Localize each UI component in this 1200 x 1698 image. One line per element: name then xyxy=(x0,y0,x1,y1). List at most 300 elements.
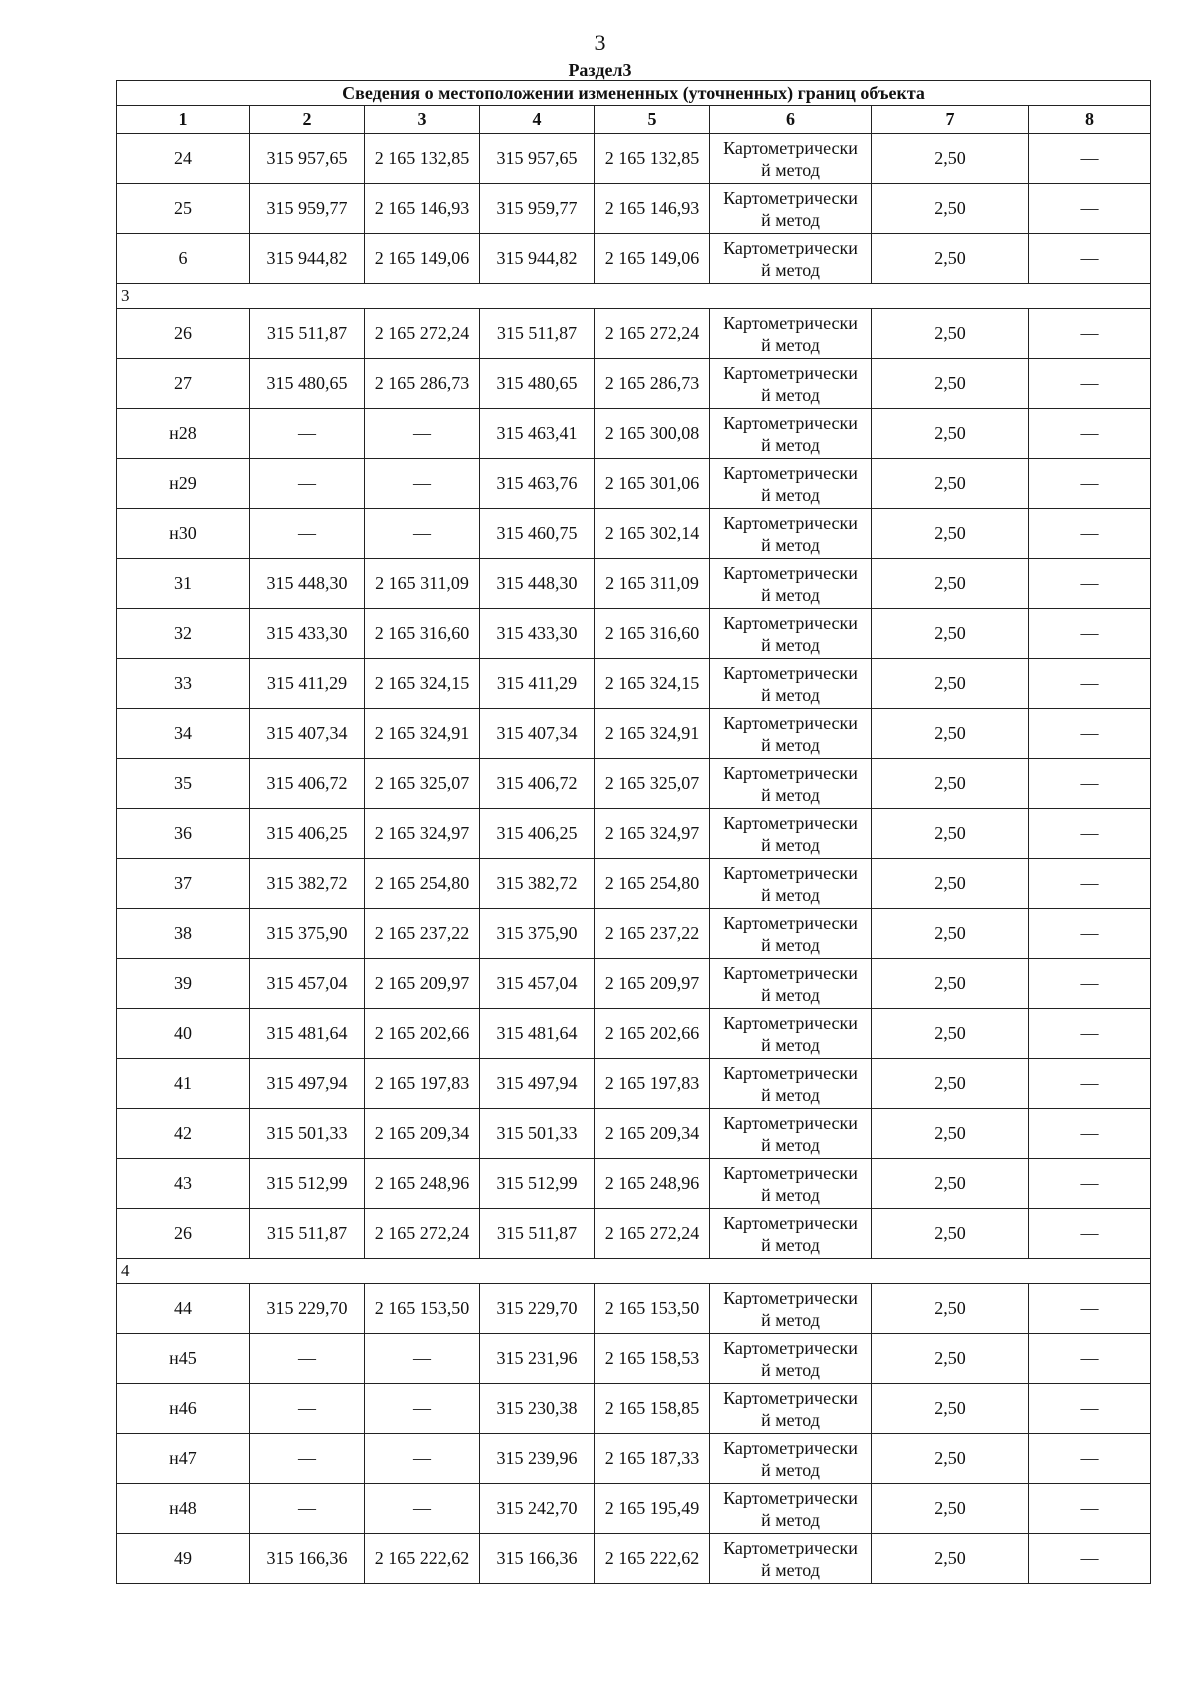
table-row xyxy=(117,459,1151,509)
method-text-line2: й метод xyxy=(761,209,820,230)
x-new-cell: 315 242,70 xyxy=(480,1484,595,1534)
table-row xyxy=(117,184,1151,234)
x-old-cell: — xyxy=(250,409,365,459)
method-text-line1: Картометрически xyxy=(723,912,858,933)
y-old-cell: — xyxy=(365,1484,480,1534)
y-old-cell: — xyxy=(365,459,480,509)
column-header: 8 xyxy=(1029,106,1151,134)
table-row xyxy=(117,234,1151,284)
accuracy-cell: 2,50 xyxy=(872,1009,1029,1059)
y-old-cell: 2 165 311,09 xyxy=(365,559,480,609)
note-cell: — xyxy=(1029,1159,1151,1209)
table-row xyxy=(117,409,1151,459)
accuracy-cell: 2,50 xyxy=(872,1059,1029,1109)
note-cell: — xyxy=(1029,1534,1151,1584)
accuracy-cell: 2,50 xyxy=(872,609,1029,659)
accuracy-cell: 2,50 xyxy=(872,1209,1029,1259)
point-id-cell: 6 xyxy=(117,234,250,284)
method-text-line1: Картометрически xyxy=(723,1487,858,1508)
y-new-cell: 2 165 132,85 xyxy=(595,134,710,184)
note-cell: — xyxy=(1029,1109,1151,1159)
point-id-cell: 26 xyxy=(117,1209,250,1259)
x-new-cell: 315 463,76 xyxy=(480,459,595,509)
accuracy-cell: 2,50 xyxy=(872,309,1029,359)
note-cell: — xyxy=(1029,234,1151,284)
method-cell xyxy=(710,1209,872,1259)
x-old-cell: 315 375,90 xyxy=(250,909,365,959)
method-text-line2: й метод xyxy=(761,584,820,605)
y-old-cell: — xyxy=(365,1384,480,1434)
method-text-line2: й метод xyxy=(761,534,820,555)
x-new-cell: 315 957,65 xyxy=(480,134,595,184)
method-text-line2: й метод xyxy=(761,1134,820,1155)
point-id-cell: 32 xyxy=(117,609,250,659)
method-cell xyxy=(710,1059,872,1109)
y-old-cell: 2 165 324,15 xyxy=(365,659,480,709)
section-title: Раздел3 xyxy=(568,60,632,80)
method-text-line2: й метод xyxy=(761,1234,820,1255)
column-header: 3 xyxy=(365,106,480,134)
method-cell xyxy=(710,959,872,1009)
y-new-cell: 2 165 209,34 xyxy=(595,1109,710,1159)
method-cell xyxy=(710,459,872,509)
note-cell: — xyxy=(1029,759,1151,809)
x-new-cell: 315 407,34 xyxy=(480,709,595,759)
y-new-cell: 2 165 324,91 xyxy=(595,709,710,759)
method-text-line2: й метод xyxy=(761,1184,820,1205)
accuracy-cell: 2,50 xyxy=(872,559,1029,609)
x-old-cell: — xyxy=(250,1484,365,1534)
method-cell xyxy=(710,859,872,909)
x-old-cell: — xyxy=(250,459,365,509)
method-cell xyxy=(710,609,872,659)
note-cell: — xyxy=(1029,459,1151,509)
y-new-cell: 2 165 300,08 xyxy=(595,409,710,459)
x-new-cell: 315 512,99 xyxy=(480,1159,595,1209)
x-old-cell: 315 957,65 xyxy=(250,134,365,184)
y-new-cell: 2 165 149,06 xyxy=(595,234,710,284)
point-id-cell: н45 xyxy=(117,1334,250,1384)
y-new-cell: 2 165 197,83 xyxy=(595,1059,710,1109)
note-cell: — xyxy=(1029,659,1151,709)
method-text-line1: Картометрически xyxy=(723,962,858,983)
x-new-cell: 315 497,94 xyxy=(480,1059,595,1109)
method-cell xyxy=(710,909,872,959)
point-id-cell: 44 xyxy=(117,1284,250,1334)
accuracy-cell: 2,50 xyxy=(872,759,1029,809)
y-old-cell: 2 165 324,91 xyxy=(365,709,480,759)
method-cell xyxy=(710,659,872,709)
note-cell: — xyxy=(1029,1434,1151,1484)
method-text-line1: Картометрически xyxy=(723,362,858,383)
boundary-coordinates-table xyxy=(116,80,1151,1584)
method-cell xyxy=(710,234,872,284)
y-old-cell: 2 165 286,73 xyxy=(365,359,480,409)
table-row xyxy=(117,1484,1151,1534)
table-row xyxy=(117,1384,1151,1434)
note-cell: — xyxy=(1029,409,1151,459)
point-id-cell: н28 xyxy=(117,409,250,459)
method-text-line1: Картометрически xyxy=(723,1162,858,1183)
x-old-cell: — xyxy=(250,509,365,559)
table-row xyxy=(117,709,1151,759)
method-text-line2: й метод xyxy=(761,884,820,905)
x-new-cell: 315 230,38 xyxy=(480,1384,595,1434)
x-new-cell: 315 382,72 xyxy=(480,859,595,909)
note-cell: — xyxy=(1029,1009,1151,1059)
note-cell: — xyxy=(1029,134,1151,184)
method-text-line1: Картометрически xyxy=(723,512,858,533)
note-cell: — xyxy=(1029,809,1151,859)
table-row xyxy=(117,609,1151,659)
table-row xyxy=(117,309,1151,359)
accuracy-cell: 2,50 xyxy=(872,1384,1029,1434)
y-new-cell: 2 165 187,33 xyxy=(595,1434,710,1484)
table-row xyxy=(117,909,1151,959)
table-row xyxy=(117,1534,1151,1584)
table-row xyxy=(117,359,1151,409)
x-new-cell: 315 511,87 xyxy=(480,1209,595,1259)
y-old-cell: 2 165 316,60 xyxy=(365,609,480,659)
y-new-cell: 2 165 202,66 xyxy=(595,1009,710,1059)
table-row xyxy=(117,559,1151,609)
accuracy-cell: 2,50 xyxy=(872,1484,1029,1534)
method-cell xyxy=(710,759,872,809)
method-text-line2: й метод xyxy=(761,1309,820,1330)
x-new-cell: 315 944,82 xyxy=(480,234,595,284)
method-cell xyxy=(710,1384,872,1434)
y-old-cell: 2 165 146,93 xyxy=(365,184,480,234)
accuracy-cell: 2,50 xyxy=(872,1534,1029,1584)
method-text-line2: й метод xyxy=(761,634,820,655)
accuracy-cell: 2,50 xyxy=(872,859,1029,909)
method-text-line1: Картометрически xyxy=(723,237,858,258)
y-old-cell: 2 165 248,96 xyxy=(365,1159,480,1209)
x-new-cell: 315 448,30 xyxy=(480,559,595,609)
x-old-cell: 315 433,30 xyxy=(250,609,365,659)
note-cell: — xyxy=(1029,184,1151,234)
note-cell: — xyxy=(1029,859,1151,909)
method-text-line1: Картометрически xyxy=(723,1437,858,1458)
method-text-line1: Картометрически xyxy=(723,1012,858,1033)
point-id-cell: 43 xyxy=(117,1159,250,1209)
x-new-cell: 315 375,90 xyxy=(480,909,595,959)
method-cell xyxy=(710,1159,872,1209)
y-old-cell: 2 165 272,24 xyxy=(365,309,480,359)
accuracy-cell: 2,50 xyxy=(872,1159,1029,1209)
y-new-cell: 2 165 316,60 xyxy=(595,609,710,659)
method-text-line1: Картометрически xyxy=(723,1387,858,1408)
x-old-cell: 315 406,25 xyxy=(250,809,365,859)
point-id-cell: 24 xyxy=(117,134,250,184)
y-new-cell: 2 165 248,96 xyxy=(595,1159,710,1209)
point-id-cell: 41 xyxy=(117,1059,250,1109)
accuracy-cell: 2,50 xyxy=(872,659,1029,709)
note-cell: — xyxy=(1029,909,1151,959)
column-number-header xyxy=(117,106,1151,134)
x-old-cell: 315 411,29 xyxy=(250,659,365,709)
y-new-cell: 2 165 158,85 xyxy=(595,1384,710,1434)
accuracy-cell: 2,50 xyxy=(872,909,1029,959)
method-cell xyxy=(710,1434,872,1484)
accuracy-cell: 2,50 xyxy=(872,134,1029,184)
x-new-cell: 315 501,33 xyxy=(480,1109,595,1159)
table-row xyxy=(117,1284,1151,1334)
note-cell: — xyxy=(1029,1059,1151,1109)
method-text-line1: Картометрически xyxy=(723,1337,858,1358)
point-id-cell: 36 xyxy=(117,809,250,859)
x-new-cell: 315 511,87 xyxy=(480,309,595,359)
x-new-cell: 315 460,75 xyxy=(480,509,595,559)
method-text-line2: й метод xyxy=(761,1559,820,1580)
accuracy-cell: 2,50 xyxy=(872,1284,1029,1334)
method-cell xyxy=(710,359,872,409)
accuracy-cell: 2,50 xyxy=(872,959,1029,1009)
point-id-cell: 26 xyxy=(117,309,250,359)
x-new-cell: 315 959,77 xyxy=(480,184,595,234)
table-row xyxy=(117,1059,1151,1109)
method-text-line2: й метод xyxy=(761,159,820,180)
x-new-cell: 315 411,29 xyxy=(480,659,595,709)
accuracy-cell: 2,50 xyxy=(872,234,1029,284)
method-text-line2: й метод xyxy=(761,1459,820,1480)
method-text-line1: Картометрически xyxy=(723,137,858,158)
y-new-cell: 2 165 195,49 xyxy=(595,1484,710,1534)
y-new-cell: 2 165 324,15 xyxy=(595,659,710,709)
note-cell: — xyxy=(1029,509,1151,559)
method-cell xyxy=(710,559,872,609)
y-new-cell: 2 165 209,97 xyxy=(595,959,710,1009)
x-new-cell: 315 433,30 xyxy=(480,609,595,659)
table-row xyxy=(117,134,1151,184)
y-new-cell: 2 165 237,22 xyxy=(595,909,710,959)
y-new-cell: 2 165 158,53 xyxy=(595,1334,710,1384)
note-cell: — xyxy=(1029,709,1151,759)
method-cell xyxy=(710,809,872,859)
method-cell xyxy=(710,184,872,234)
table-caption: Сведения о местоположении измененных (уточненных) границ объекта xyxy=(117,81,1151,106)
x-old-cell: — xyxy=(250,1434,365,1484)
y-old-cell: 2 165 149,06 xyxy=(365,234,480,284)
x-old-cell: 315 959,77 xyxy=(250,184,365,234)
x-old-cell: 315 480,65 xyxy=(250,359,365,409)
method-text-line2: й метод xyxy=(761,259,820,280)
note-cell: — xyxy=(1029,1484,1151,1534)
note-cell: — xyxy=(1029,309,1151,359)
method-text-line2: й метод xyxy=(761,984,820,1005)
table-row xyxy=(117,1109,1151,1159)
method-text-line1: Картометрически xyxy=(723,462,858,483)
y-old-cell: 2 165 132,85 xyxy=(365,134,480,184)
method-text-line2: й метод xyxy=(761,1084,820,1105)
y-old-cell: 2 165 324,97 xyxy=(365,809,480,859)
point-id-cell: н30 xyxy=(117,509,250,559)
y-new-cell: 2 165 324,97 xyxy=(595,809,710,859)
y-old-cell: 2 165 272,24 xyxy=(365,1209,480,1259)
method-text-line1: Картометрически xyxy=(723,1212,858,1233)
y-new-cell: 2 165 301,06 xyxy=(595,459,710,509)
x-old-cell: 315 166,36 xyxy=(250,1534,365,1584)
method-text-line2: й метод xyxy=(761,734,820,755)
table-row xyxy=(117,759,1151,809)
point-id-cell: 34 xyxy=(117,709,250,759)
x-old-cell: 315 382,72 xyxy=(250,859,365,909)
method-text-line1: Картометрически xyxy=(723,412,858,433)
point-id-cell: 33 xyxy=(117,659,250,709)
method-cell xyxy=(710,1284,872,1334)
method-text-line1: Картометрически xyxy=(723,612,858,633)
table-row xyxy=(117,1334,1151,1384)
method-text-line1: Картометрически xyxy=(723,1537,858,1558)
point-id-cell: 40 xyxy=(117,1009,250,1059)
point-id-cell: 42 xyxy=(117,1109,250,1159)
column-header: 5 xyxy=(595,106,710,134)
method-text-line1: Картометрически xyxy=(723,1062,858,1083)
method-cell xyxy=(710,509,872,559)
table-row xyxy=(117,859,1151,909)
method-text-line1: Картометрически xyxy=(723,712,858,733)
point-id-cell: 27 xyxy=(117,359,250,409)
point-id-cell: 37 xyxy=(117,859,250,909)
page-number: 3 xyxy=(594,30,606,55)
y-new-cell: 2 165 286,73 xyxy=(595,359,710,409)
contour-group-row xyxy=(117,284,1151,309)
accuracy-cell: 2,50 xyxy=(872,1434,1029,1484)
x-old-cell: 315 497,94 xyxy=(250,1059,365,1109)
y-new-cell: 2 165 272,24 xyxy=(595,309,710,359)
point-id-cell: 25 xyxy=(117,184,250,234)
y-old-cell: 2 165 325,07 xyxy=(365,759,480,809)
method-cell xyxy=(710,1334,872,1384)
x-old-cell: 315 501,33 xyxy=(250,1109,365,1159)
contour-number: 3 xyxy=(117,284,1151,309)
table-row xyxy=(117,1009,1151,1059)
y-new-cell: 2 165 254,80 xyxy=(595,859,710,909)
table-row xyxy=(117,959,1151,1009)
method-text-line2: й метод xyxy=(761,484,820,505)
note-cell: — xyxy=(1029,1209,1151,1259)
table-body xyxy=(117,134,1151,1584)
y-old-cell: — xyxy=(365,409,480,459)
method-text-line2: й метод xyxy=(761,834,820,855)
x-old-cell: — xyxy=(250,1334,365,1384)
accuracy-cell: 2,50 xyxy=(872,459,1029,509)
point-id-cell: 49 xyxy=(117,1534,250,1584)
contour-group-row xyxy=(117,1259,1151,1284)
method-cell xyxy=(710,709,872,759)
note-cell: — xyxy=(1029,1384,1151,1434)
y-old-cell: 2 165 237,22 xyxy=(365,909,480,959)
column-header: 6 xyxy=(710,106,872,134)
method-text-line2: й метод xyxy=(761,784,820,805)
y-old-cell: 2 165 202,66 xyxy=(365,1009,480,1059)
x-new-cell: 315 231,96 xyxy=(480,1334,595,1384)
x-old-cell: 315 511,87 xyxy=(250,309,365,359)
method-cell xyxy=(710,1534,872,1584)
method-text-line1: Картометрически xyxy=(723,1112,858,1133)
contour-number: 4 xyxy=(117,1259,1151,1284)
y-new-cell: 2 165 222,62 xyxy=(595,1534,710,1584)
point-id-cell: 31 xyxy=(117,559,250,609)
x-new-cell: 315 166,36 xyxy=(480,1534,595,1584)
method-text-line1: Картометрически xyxy=(723,762,858,783)
y-old-cell: — xyxy=(365,509,480,559)
method-text-line1: Картометрически xyxy=(723,312,858,333)
x-new-cell: 315 480,65 xyxy=(480,359,595,409)
table-row xyxy=(117,1434,1151,1484)
method-text-line1: Картометрически xyxy=(723,187,858,208)
method-text-line1: Картометрически xyxy=(723,662,858,683)
method-text-line2: й метод xyxy=(761,1359,820,1380)
method-cell xyxy=(710,309,872,359)
accuracy-cell: 2,50 xyxy=(872,184,1029,234)
method-text-line2: й метод xyxy=(761,384,820,405)
x-new-cell: 315 463,41 xyxy=(480,409,595,459)
method-cell xyxy=(710,1009,872,1059)
note-cell: — xyxy=(1029,1334,1151,1384)
method-text-line2: й метод xyxy=(761,1509,820,1530)
x-old-cell: 315 407,34 xyxy=(250,709,365,759)
method-cell xyxy=(710,134,872,184)
x-new-cell: 315 239,96 xyxy=(480,1434,595,1484)
y-old-cell: — xyxy=(365,1434,480,1484)
y-old-cell: 2 165 254,80 xyxy=(365,859,480,909)
x-old-cell: 315 511,87 xyxy=(250,1209,365,1259)
x-new-cell: 315 481,64 xyxy=(480,1009,595,1059)
y-old-cell: 2 165 209,34 xyxy=(365,1109,480,1159)
accuracy-cell: 2,50 xyxy=(872,509,1029,559)
y-new-cell: 2 165 325,07 xyxy=(595,759,710,809)
x-old-cell: 315 481,64 xyxy=(250,1009,365,1059)
table-row xyxy=(117,509,1151,559)
point-id-cell: н47 xyxy=(117,1434,250,1484)
method-text-line2: й метод xyxy=(761,434,820,455)
point-id-cell: н48 xyxy=(117,1484,250,1534)
method-text-line1: Картометрически xyxy=(723,1287,858,1308)
y-old-cell: — xyxy=(365,1334,480,1384)
y-new-cell: 2 165 302,14 xyxy=(595,509,710,559)
method-text-line2: й метод xyxy=(761,1034,820,1055)
x-old-cell: 315 512,99 xyxy=(250,1159,365,1209)
table-row xyxy=(117,659,1151,709)
x-new-cell: 315 229,70 xyxy=(480,1284,595,1334)
method-text-line2: й метод xyxy=(761,1409,820,1430)
y-new-cell: 2 165 272,24 xyxy=(595,1209,710,1259)
table-row xyxy=(117,1159,1151,1209)
x-old-cell: 315 406,72 xyxy=(250,759,365,809)
y-old-cell: 2 165 209,97 xyxy=(365,959,480,1009)
x-old-cell: 315 448,30 xyxy=(250,559,365,609)
method-cell xyxy=(710,1484,872,1534)
point-id-cell: н46 xyxy=(117,1384,250,1434)
y-new-cell: 2 165 311,09 xyxy=(595,559,710,609)
column-header: 7 xyxy=(872,106,1029,134)
note-cell: — xyxy=(1029,359,1151,409)
accuracy-cell: 2,50 xyxy=(872,709,1029,759)
y-old-cell: 2 165 197,83 xyxy=(365,1059,480,1109)
note-cell: — xyxy=(1029,559,1151,609)
accuracy-cell: 2,50 xyxy=(872,359,1029,409)
accuracy-cell: 2,50 xyxy=(872,809,1029,859)
y-old-cell: 2 165 153,50 xyxy=(365,1284,480,1334)
accuracy-cell: 2,50 xyxy=(872,409,1029,459)
accuracy-cell: 2,50 xyxy=(872,1334,1029,1384)
y-new-cell: 2 165 146,93 xyxy=(595,184,710,234)
column-header: 2 xyxy=(250,106,365,134)
table-row xyxy=(117,809,1151,859)
column-header: 1 xyxy=(117,106,250,134)
table-row xyxy=(117,1209,1151,1259)
